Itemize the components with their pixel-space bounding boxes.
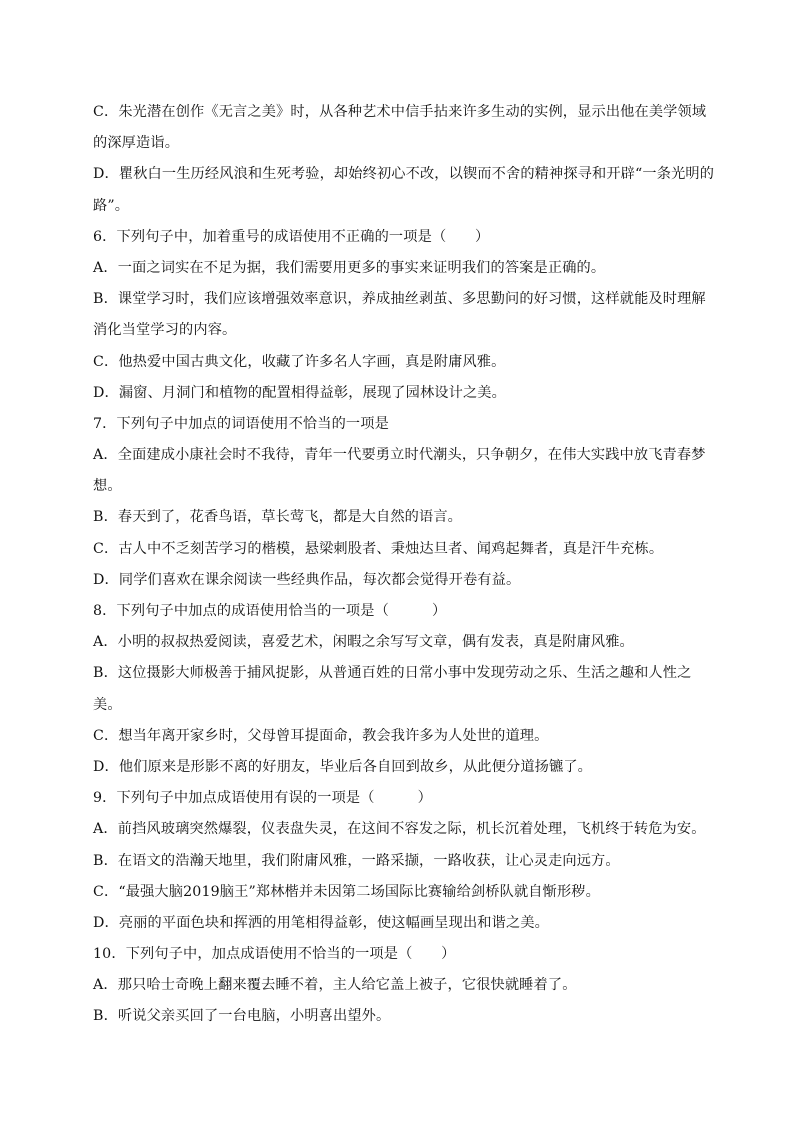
- question-9: 9．下列句子中加点成语使用有误的一项是（ ）: [93, 790, 432, 807]
- q6-option-d: D．漏窗、月洞门和植物的配置相得益彰，展现了园林设计之美。: [93, 384, 506, 401]
- q8-option-b-line-1: B．这位摄影大师极善于捕风捉影，从普通百姓的日常小事中发现劳动之乐、生活之趣和人性之: [93, 665, 692, 682]
- q6-option-a: A．一面之词实在不足为据，我们需要用更多的事实来证明我们的答案是正确的。: [93, 259, 606, 276]
- q7-option-a-line-2: 想。: [93, 478, 122, 495]
- q7-option-d: D．同学们喜欢在课余阅读一些经典作品，每次都会觉得开卷有益。: [93, 571, 521, 588]
- option-d-line-1: D．瞿秋白一生历经风浪和生死考验，却始终初心不改，以锲而不舍的精神探寻和开辟“一条光明的: [93, 166, 715, 183]
- q6-option-b-line-1: B．课堂学习时，我们应该增强效率意识，养成抽丝剥茧、多思勤问的好习惯，这样就能及时理解: [93, 291, 706, 308]
- q8-option-c: C．想当年离开家乡时，父母曾耳提面命，教会我许多为人处世的道理。: [93, 727, 549, 744]
- q7-option-c: C．古人中不乏刻苦学习的楷模，悬梁刺股者、秉烛达旦者、闻鸡起舞者，真是汗牛充栋。: [93, 540, 664, 557]
- q7-option-b: B．春天到了，花香鸟语，草长莺飞，都是大自然的语言。: [93, 509, 463, 526]
- q9-option-c: C．“最强大脑2019脑王”郑林楷并未因第二场国际比赛输给剑桥队就自惭形秽。: [93, 883, 600, 900]
- q6-option-b-line-2: 消化当堂学习的内容。: [93, 322, 237, 339]
- question-7: 7．下列句子中加点的词语使用不恰当的一项是: [93, 415, 389, 432]
- q8-option-a: A．小明的叔叔热爱阅读，喜爱艺术，闲暇之余写写文章，偶有发表，真是附庸风雅。: [93, 634, 634, 651]
- option-c-line-2: 的深厚造诣。: [93, 135, 180, 152]
- question-6: 6．下列句子中，加着重号的成语使用不正确的一项是（ ）: [93, 228, 490, 245]
- q6-option-c: C．他热爱中国古典文化，收藏了许多名人字画，真是附庸风雅。: [93, 353, 506, 370]
- question-10: 10．下列句子中，加点成语使用不恰当的一项是（ ）: [93, 946, 456, 963]
- question-8: 8．下列句子中加点的成语使用恰当的一项是（ ）: [93, 603, 447, 619]
- option-c-line-1: C．朱光潜在创作《无言之美》时，从各种艺术中信手拈来许多生动的实例，显示出他在美学领域: [93, 104, 707, 120]
- document-body: [93, 97, 715, 1033]
- q7-option-a-line-1: A．全面建成小康社会时不我待，青年一代要勇立时代潮头，只争朝夕，在伟大实践中放飞青春梦: [93, 447, 706, 464]
- q10-option-a: A．那只哈士奇晚上翻来覆去睡不着，主人给它盖上被子，它很快就睡着了。: [93, 977, 577, 994]
- q9-option-d: D．亮丽的平面色块和挥洒的用笔相得益彰，使这幅画呈现出和谐之美。: [93, 914, 549, 931]
- option-d-line-2: 路”。: [93, 197, 130, 214]
- q9-option-a: A．前挡风玻璃突然爆裂，仪表盘失灵，在这间不容发之际，机长沉着处理，飞机终于转危为安。: [93, 821, 706, 838]
- q9-option-b: B．在语文的浩瀚天地里，我们附庸风雅，一路采撷，一路收获，让心灵走向远方。: [93, 852, 620, 869]
- q10-option-b: B．听说父亲买回了一台电脑，小明喜出望外。: [93, 1008, 391, 1025]
- q8-option-d: D．他们原来是形影不离的好朋友，毕业后各自回到故乡，从此便分道扬镳了。: [93, 758, 593, 775]
- q8-option-b-line-2: 美。: [93, 696, 122, 713]
